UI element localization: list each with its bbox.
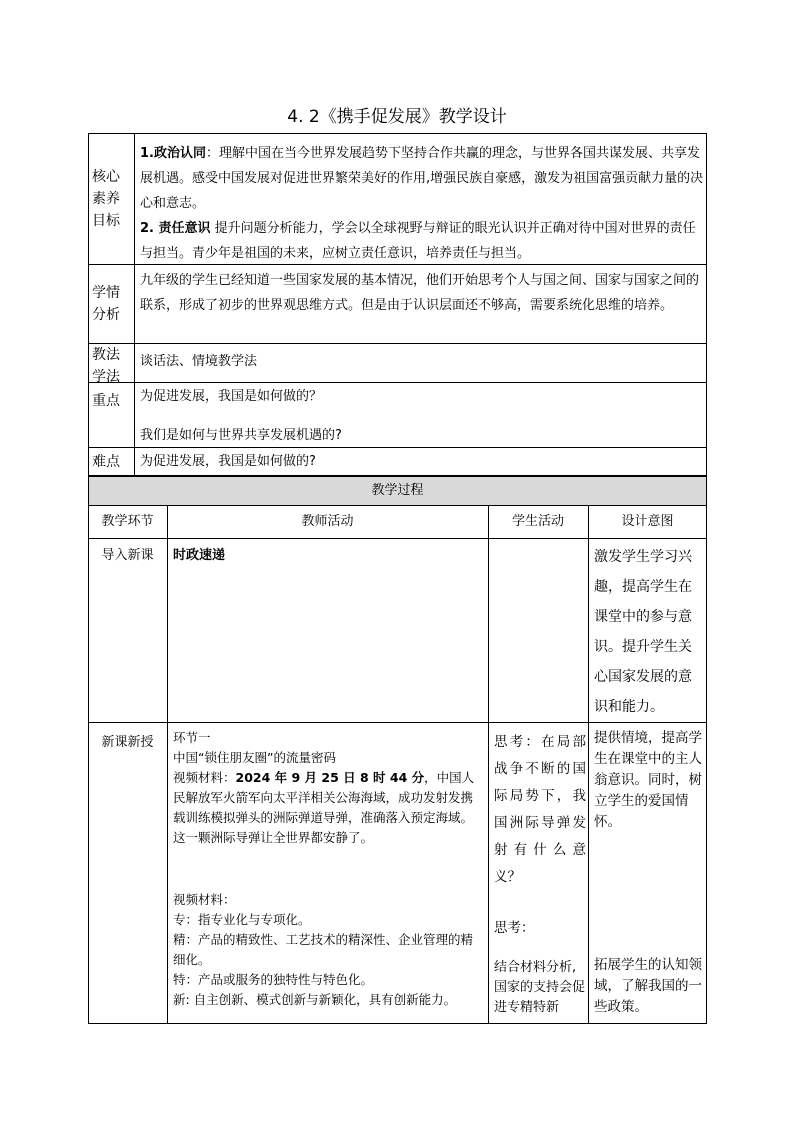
stage-new: 新课新授 (101, 735, 154, 750)
col-intent: 设计意图 (621, 514, 674, 529)
teacher-xin: 新: 自主创新、模式创新与新颖化，具有创新能力。 (173, 992, 457, 1007)
core-p1-text: ：理解中国在当今世界发展趋势下坚持合作共赢的理念，与世界各国共谋发展、共享发展机遇。感受中国发展对促进世界繁荣美好的作用,增强民族自豪感，激发为祖国富强贡献力量的决心和意志。 (140, 146, 704, 211)
key-label: 重点 (92, 393, 120, 409)
core-label: 核心素养目标 (92, 169, 120, 229)
teacher-video-text: ，中国人民解放军火箭军向太平洋相关公海海域，成功发射发携载训练模拟弹头的洲际弹道导弹，准确落入预定海域。这一颗洲际导弹让全世界都安静了。 (173, 770, 475, 845)
core-p2-text: 提升问题分析能力，学会以全球视野与辩证的眼光认识并正确对待中国对世界的责任与担当。青少年是祖国的未来，应树立责任意识，培养责任与担当。 (140, 221, 696, 261)
stage-intro: 导入新课 (101, 548, 154, 563)
core-content (140, 141, 704, 266)
teacher-video-date: 2024 年 9 月 25 日 8 时 44 分 (235, 770, 425, 785)
core-p2-heading: 2. 责任意识 (140, 221, 211, 236)
analysis-label: 学情分析 (92, 285, 120, 323)
student-new-1: 思考：在局部战争不断的国际局势下，我国洲际导弹发射有什么意义？ (494, 734, 586, 885)
intent-new-1: 提供情境，提高学生在课堂中的主人翁意识。同时，树立学生的爱国情怀。 (594, 730, 702, 830)
col-student: 学生活动 (511, 514, 564, 529)
difficult-label: 难点 (92, 454, 120, 470)
teacher-section: 环节一 (173, 730, 211, 745)
teacher-section-title: 中国“锁住朋友圈”的流量密码 (173, 750, 336, 765)
col-stage: 教学环节 (101, 514, 154, 529)
teacher-video-label-2: 视频材料： (173, 892, 236, 907)
key-q1: 为促进发展，我国是如何做的？ (140, 389, 323, 404)
student-new-2: 思考： (494, 920, 535, 936)
method-text: 谈话法、情境教学法 (140, 354, 258, 369)
col-teacher: 教师活动 (301, 514, 354, 529)
teacher-zhuan: 专：指专业化与专项化。 (173, 912, 311, 927)
teacher-new (173, 728, 485, 1010)
method-label: 教法学法 (92, 347, 120, 385)
core-p1-heading: 1.政治认同 (140, 146, 206, 161)
intent-new-2: 拓展学生的认知领域，了解我国的一些政策。 (594, 957, 702, 1015)
teacher-intro: 时政速递 (173, 548, 226, 563)
teacher-video-label: 视频材料： (173, 770, 236, 785)
process-header: 教学过程 (371, 483, 424, 498)
teacher-jing: 精：产品的精致性、工艺技术的精深性、企业管理的精细化。 (173, 932, 474, 967)
key-q2: 我们是如何与世界共享发展机遇的? (140, 428, 342, 443)
teacher-te: 特：产品或服务的独特性与特色化。 (173, 972, 374, 987)
difficult-text: 为促进发展，我国是如何做的? (140, 454, 316, 469)
analysis-text: 九年级的学生已经知道一些国家发展的基本情况，他们开始思考个人与国之间、国家与国家之间的联系，形成了初步的世界观思维方式。但是由于认识层面还不够高，需要系统化思维的培养。 (140, 273, 700, 313)
intent-intro: 激发学生学习兴趣，提高学生在课堂中的参与意识。提升学生关心国家发展的意识和能力。 (594, 549, 692, 715)
student-new-3: 结合材料分析,国家的支持会促进专精特新 (494, 960, 586, 1015)
page-title: 4. 2《携手促发展》教学设计 (287, 107, 507, 127)
